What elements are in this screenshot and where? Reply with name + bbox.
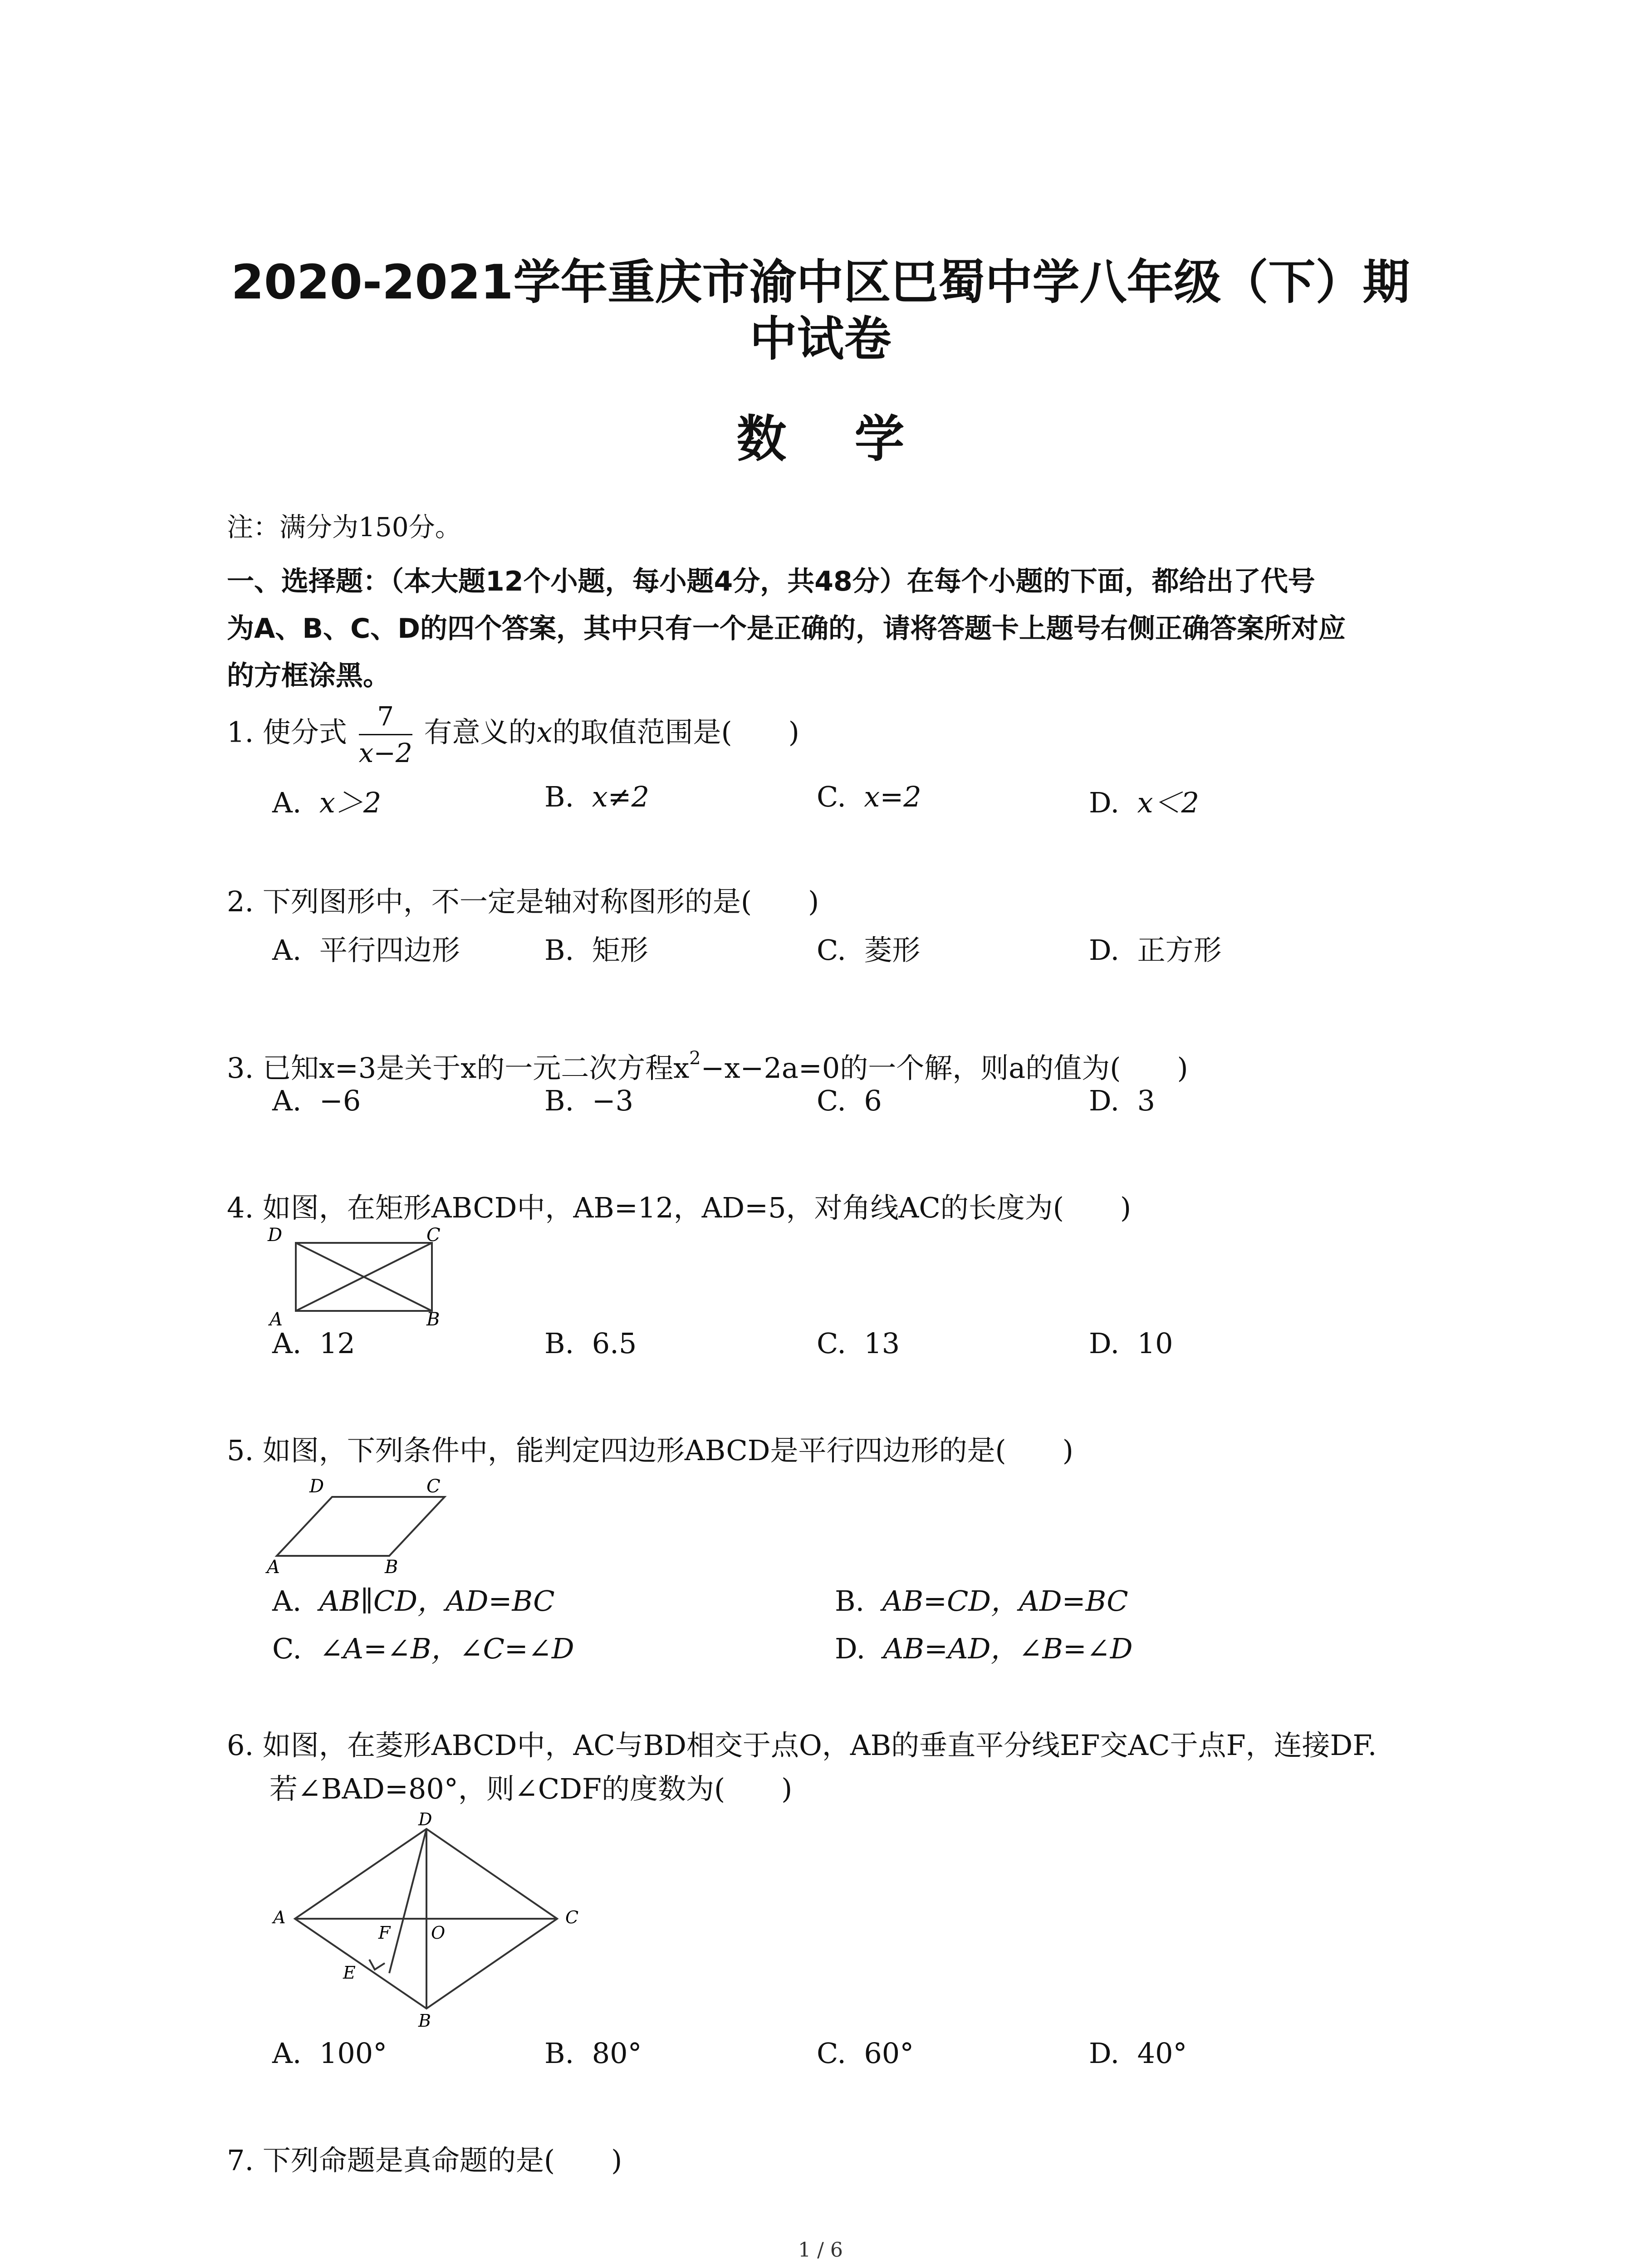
label-b: B <box>426 1309 440 1330</box>
option-text: 平行四边形 <box>319 934 460 967</box>
label-b: B <box>418 2011 431 2031</box>
label-b: B <box>385 1557 398 1578</box>
question-number: 4. <box>227 1191 254 1224</box>
parallelogram-figure <box>263 1470 472 1579</box>
parallelogram-abcd <box>277 1497 445 1556</box>
option-label: D. <box>1089 1084 1120 1117</box>
question-number: 1. <box>227 715 254 749</box>
question-3 <box>227 1036 1188 1090</box>
option-text: 60° <box>864 2037 914 2070</box>
section-line-3: 的方框涂黑。 <box>227 660 390 692</box>
option-c[interactable] <box>817 2037 914 2070</box>
option-label: C. <box>817 934 846 967</box>
option-text: AB=CD，AD=BC <box>882 1584 1128 1618</box>
option-text: 3 <box>1137 1084 1156 1117</box>
option-label: A. <box>272 1584 302 1618</box>
question-text-a: 已知x=3是关于x的一元二次方程x <box>262 1051 690 1085</box>
option-label: A. <box>272 1084 302 1117</box>
option-text: 菱形 <box>864 934 921 967</box>
option-label: C. <box>817 780 846 813</box>
option-label: D. <box>1089 786 1120 819</box>
option-text: AB∥CD，AD=BC <box>319 1584 555 1618</box>
option-text: 13 <box>864 1327 900 1360</box>
rectangle-figure <box>263 1225 463 1334</box>
option-label: A. <box>272 934 302 967</box>
option-d[interactable] <box>1089 928 1222 968</box>
section-header <box>227 558 1641 699</box>
option-text: 40° <box>1137 2037 1187 2070</box>
option-a[interactable] <box>272 1084 361 1117</box>
option-b[interactable] <box>544 2037 642 2070</box>
option-label: C. <box>817 1327 846 1360</box>
option-b[interactable] <box>544 780 649 813</box>
question-number: 6. <box>227 1729 254 1762</box>
option-d[interactable] <box>1089 1084 1155 1117</box>
option-label: B. <box>544 934 574 967</box>
label-a: A <box>267 1557 280 1578</box>
section-line-2: 为A、B、C、D的四个答案，其中只有一个是正确的，请将答题卡上题号右侧正确答案所对应 <box>227 613 1346 645</box>
option-b[interactable] <box>544 1084 633 1117</box>
question-variable: x <box>536 715 553 749</box>
question-text-b: −x−2a=0的一个解，则a的值为( ) <box>700 1051 1188 1085</box>
question-text: 下列命题是真命题的是( ) <box>262 2144 622 2177</box>
option-label: C. <box>272 1632 302 1665</box>
option-c[interactable] <box>272 1626 574 1667</box>
question-number: 2. <box>227 885 254 918</box>
question-text: 如图，在矩形ABCD中，AB=12，AD=5，对角线AC的长度为( ) <box>262 1191 1132 1224</box>
option-b[interactable] <box>544 1327 637 1360</box>
option-label: B. <box>544 780 574 813</box>
exam-title-line1: 2020-2021学年重庆市渝中区巴蜀中学八年级（下）期 <box>231 254 1410 310</box>
option-text: 10 <box>1137 1327 1173 1360</box>
question-number: 7. <box>227 2144 254 2177</box>
exponent: 2 <box>689 1048 701 1069</box>
label-e: E <box>343 1963 356 1983</box>
question-number: 5. <box>227 1434 254 1467</box>
question-text-line-1: 如图，在菱形ABCD中，AC与BD相交于点O，AB的垂直平分线EF交AC于点F，连接DF. <box>262 1729 1377 1762</box>
option-label: B. <box>544 2037 574 2070</box>
option-a[interactable] <box>272 928 460 968</box>
option-label: B. <box>835 1584 865 1618</box>
option-c[interactable] <box>817 780 921 813</box>
label-f: F <box>378 1923 391 1943</box>
label-d: D <box>309 1476 324 1497</box>
question-4 <box>227 1186 1131 1230</box>
option-label: D. <box>835 1632 866 1665</box>
option-text: −3 <box>592 1084 634 1117</box>
option-label: A. <box>272 2037 302 2070</box>
option-text: ∠A=∠B，∠C=∠D <box>319 1632 574 1665</box>
option-text: −6 <box>319 1084 361 1117</box>
option-a[interactable] <box>272 780 381 821</box>
fraction-denominator: x−2 <box>358 738 412 768</box>
question-5 <box>227 1429 1073 1472</box>
section-line-1: 一、选择题：（本大题12个小题，每小题4分，共48分）在每个小题的下面，都给出了代号 <box>227 566 1315 597</box>
label-c: C <box>426 1476 441 1497</box>
option-text: AB=AD，∠B=∠D <box>883 1632 1133 1665</box>
option-d[interactable] <box>1089 780 1199 821</box>
label-c: C <box>565 1907 579 1927</box>
option-label: D. <box>1089 1327 1120 1360</box>
option-label: A. <box>272 786 302 819</box>
option-c[interactable] <box>817 1327 900 1360</box>
option-label: D. <box>1089 934 1120 967</box>
question-text-pre: 使分式 <box>262 715 347 749</box>
fraction-numerator: 7 <box>359 699 412 735</box>
question-number: 3. <box>227 1051 254 1085</box>
option-d[interactable] <box>1089 2037 1187 2070</box>
option-text: 100° <box>319 2037 387 2070</box>
option-text: 正方形 <box>1137 934 1222 967</box>
option-text: x≠2 <box>592 780 650 813</box>
question-text-post: 的取值范围是( ) <box>552 715 799 749</box>
score-note: 注：满分为150分。 <box>227 512 461 543</box>
question-text: 如图，下列条件中，能判定四边形ABCD是平行四边形的是( ) <box>262 1434 1073 1467</box>
option-label: A. <box>272 1327 302 1360</box>
question-line-1 <box>227 1724 1376 1767</box>
question-text-mid: 有意义的 <box>424 715 537 749</box>
question-1 <box>227 699 799 771</box>
option-c[interactable] <box>817 1084 882 1117</box>
option-c[interactable] <box>817 928 920 968</box>
right-angle-mark <box>369 1960 385 1970</box>
rhombus-figure <box>254 1810 599 2037</box>
page-number: 1 / 6 <box>798 2239 843 2262</box>
option-text: 6 <box>864 1084 882 1117</box>
option-text: x＜2 <box>1137 786 1200 819</box>
exam-title-line2: 中试卷 <box>749 311 892 367</box>
question-text: 下列图形中，不一定是轴对称图形的是( ) <box>262 885 819 918</box>
label-c: C <box>426 1225 441 1246</box>
option-a[interactable] <box>272 2037 387 2070</box>
subject-title: 数学 <box>736 410 973 468</box>
option-b[interactable] <box>544 928 648 968</box>
label-o: O <box>431 1923 446 1943</box>
label-a: A <box>269 1309 283 1330</box>
label-d: D <box>268 1225 283 1246</box>
option-text: 80° <box>592 2037 642 2070</box>
label-d: D <box>418 1810 432 1829</box>
fraction <box>359 699 412 771</box>
option-text: 6.5 <box>592 1327 637 1360</box>
question-text-line-2: 若∠BAD=80°，则∠CDF的度数为( ) <box>269 1772 793 1805</box>
option-label: B. <box>544 1327 574 1360</box>
option-label: D. <box>1089 2037 1120 2070</box>
option-label: C. <box>817 2037 846 2070</box>
option-b[interactable] <box>835 1579 1128 1619</box>
question-6 <box>227 1724 1376 1811</box>
option-a[interactable] <box>272 1579 555 1619</box>
option-text: x=2 <box>864 780 921 813</box>
option-label: B. <box>544 1084 574 1117</box>
question-2 <box>227 880 819 924</box>
option-text: x＞2 <box>319 786 382 819</box>
option-text: 12 <box>319 1327 355 1360</box>
label-a: A <box>273 1907 286 1927</box>
option-text: 矩形 <box>592 934 648 967</box>
option-a[interactable] <box>272 1327 355 1360</box>
option-label: C. <box>817 1084 846 1117</box>
option-d[interactable] <box>835 1626 1133 1667</box>
option-d[interactable] <box>1089 1327 1173 1360</box>
question-7 <box>227 2139 622 2182</box>
